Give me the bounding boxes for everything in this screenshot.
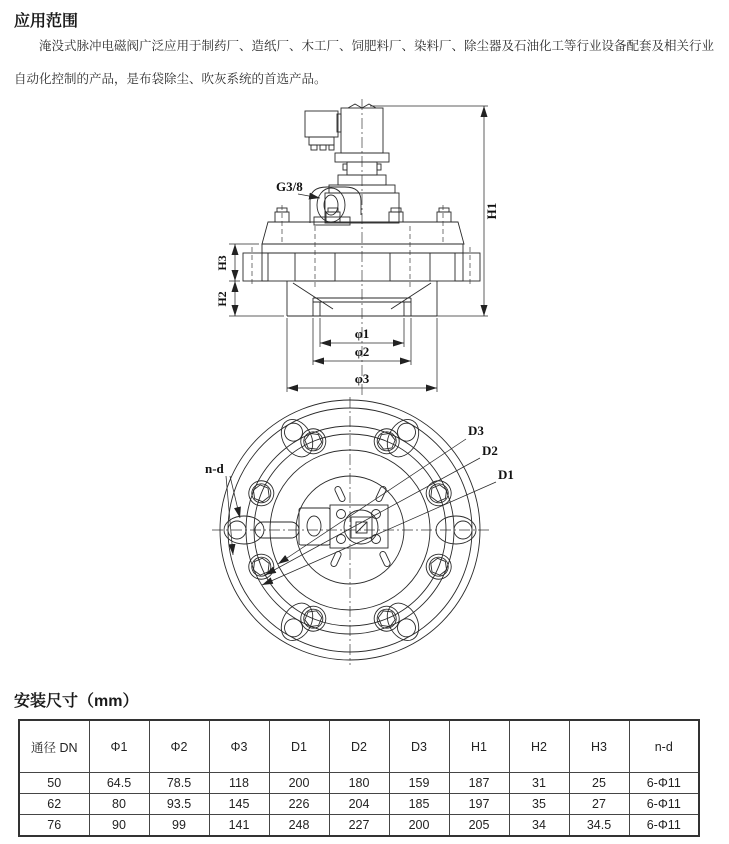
top-view-dimensions	[205, 423, 514, 585]
table-cell: 200	[389, 815, 449, 837]
table-cell: 226	[269, 794, 329, 815]
table-header-row	[19, 720, 699, 773]
dim-phi3-label: φ3	[354, 371, 370, 386]
header-cell: n-d	[629, 720, 699, 773]
header-cell: D3	[389, 720, 449, 773]
table-cell: 99	[149, 815, 209, 837]
table-row	[19, 794, 699, 815]
table-row	[19, 815, 699, 837]
top-view	[212, 397, 490, 665]
table-cell: 248	[269, 815, 329, 837]
table-cell: 204	[329, 794, 389, 815]
dimension-table	[18, 719, 700, 837]
table-cell: 64.5	[89, 773, 149, 794]
table-cell: 50	[19, 773, 89, 794]
table-row	[19, 773, 699, 794]
table-cell: 180	[329, 773, 389, 794]
dim-d3-label: D3	[468, 423, 484, 438]
section-title-dimensions: 安装尺寸（mm）	[14, 693, 139, 710]
header-cell: H2	[509, 720, 569, 773]
table-cell: 76	[19, 815, 89, 837]
table-cell: 145	[209, 794, 269, 815]
dim-d1-label: D1	[498, 467, 514, 482]
table-cell: 227	[329, 815, 389, 837]
table-cell: 197	[449, 794, 509, 815]
application-paragraph: 淹没式脉冲电磁阀广泛应用于制药厂、造纸厂、木工厂、饲肥料厂、染料厂、除尘器及石油化工等行业设备配套及相关行业自动化控制的产品，是布袋除尘、吹灰系统的首选产品。	[14, 39, 715, 86]
dim-nd-label: n-d	[205, 461, 224, 476]
header-cell: Φ3	[209, 720, 269, 773]
dim-port-label: G3/8	[276, 179, 303, 194]
header-cell: H3	[569, 720, 629, 773]
header-cell: H1	[449, 720, 509, 773]
table-cell: 62	[19, 794, 89, 815]
table-cell: 159	[389, 773, 449, 794]
table-cell: 31	[509, 773, 569, 794]
table-cell: 35	[509, 794, 569, 815]
table-cell: 6-Φ11	[629, 815, 699, 837]
table-cell: 6-Φ11	[629, 773, 699, 794]
table-body	[19, 773, 699, 837]
table-cell: 6-Φ11	[629, 794, 699, 815]
dim-phi2-label: φ2	[354, 344, 370, 359]
header-cell: 通径 DN	[19, 720, 89, 773]
table-cell: 118	[209, 773, 269, 794]
section-title-application: 应用范围	[14, 13, 79, 30]
table-cell: 90	[89, 815, 149, 837]
table-cell: 185	[389, 794, 449, 815]
header-cell: D1	[269, 720, 329, 773]
dim-h2-label: H2	[215, 291, 229, 307]
table-cell: 34.5	[569, 815, 629, 837]
header-cell: Φ2	[149, 720, 209, 773]
dim-h1-label: H1	[484, 202, 499, 220]
table-cell: 80	[89, 794, 149, 815]
header-cell: Φ1	[89, 720, 149, 773]
table-cell: 141	[209, 815, 269, 837]
table-cell: 34	[509, 815, 569, 837]
dim-d2-label: D2	[482, 443, 498, 458]
dim-phi1-label: φ1	[354, 326, 370, 341]
header-cell: D2	[329, 720, 389, 773]
table-cell: 93.5	[149, 794, 209, 815]
table-cell: 27	[569, 794, 629, 815]
table-cell: 78.5	[149, 773, 209, 794]
dim-h3-label: H3	[215, 255, 229, 271]
table-cell: 205	[449, 815, 509, 837]
side-view-dimensions	[215, 106, 499, 392]
table-cell: 187	[449, 773, 509, 794]
technical-drawing	[0, 95, 729, 675]
table-cell: 25	[569, 773, 629, 794]
table-cell: 200	[269, 773, 329, 794]
